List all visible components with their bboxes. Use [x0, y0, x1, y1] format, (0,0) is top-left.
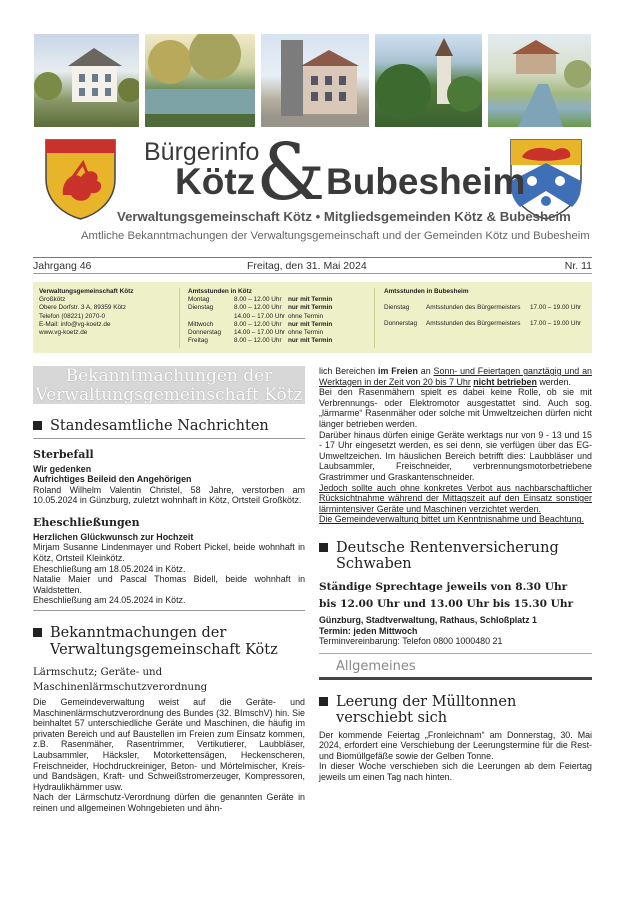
muell-heading: [319, 694, 592, 727]
laerm-heading-line: Lärmschutz; Geräte- und: [33, 667, 163, 679]
masthead-subtitle: Verwaltungsgemeinschaft Kötz • Mitgliedsgemeinden Kötz & Bubesheim: [117, 209, 571, 224]
rente-hours: Ständige Sprechtage jeweils von 8.30 Uhr: [319, 580, 568, 593]
hours-time: 14.00 – 17.00 Uhr: [234, 312, 286, 320]
masthead-bubesheim: Bubesheim: [326, 161, 526, 202]
info-divider: [179, 288, 180, 348]
issue-bar: [33, 257, 592, 273]
hours-row: [384, 320, 581, 328]
bullet-square-icon: [33, 628, 42, 637]
vg-section-heading-line: Bekanntmachungen der: [50, 625, 227, 642]
hours-what: Amtsstunden des Bürgermeisters: [426, 304, 521, 312]
rente-heading: [319, 540, 592, 573]
divider: [33, 438, 305, 439]
rente-heading-line: Schwaben: [336, 556, 412, 573]
hours-time: 17.00 – 19.00 Uhr: [530, 320, 582, 328]
masthead-tagline: Amtliche Bekanntmachungen der Verwaltungsgemeinschaft und der Gemeinden Kötz und Bubesheim: [81, 230, 590, 242]
laerm-paragraph: Die Gemeindeverwaltung bittet um Kenntnisnahme und Beachtung.: [319, 514, 584, 525]
bullet-square-icon: [33, 421, 42, 430]
laerm-paragraph: Die Gemeindeverwaltung weist auf die Geräte- und Maschinenlärmschutzverordnung des Bundes (32. BImschV) hin. Sie beinhaltet 57 unterschiedliche Geräte und Maschinen, die häufig im privaten Bereich und auf Baustellen im Freien zum Einsatz kommen, z.B. Rasenmäher, Rasentrimmer, Vertikutierer, Laubbläser, Laubsammler, Häcksler, Motorkettensägen, Heckenscheren, Freischneider, Hochdruckreiniger, Beton- und Mörtelmischer, Kreis- und Bandsägen, Kraft- und Schweißstromerzeuger, Kompressoren, Hydraulikhämmer usw.: [33, 697, 305, 792]
hours-day: Montag: [188, 296, 210, 304]
hours-day: Mittwoch: [188, 320, 214, 328]
sterbefall-heading: Sterbefall: [33, 447, 94, 461]
hours-row: [188, 337, 332, 345]
issue-date: Freitag, den 31. Mai 2024: [247, 260, 367, 272]
ehe-line: Herzlichen Glückwunsch zur Hochzeit: [33, 531, 194, 542]
hours-day: Donnerstag: [188, 329, 222, 337]
hours-bubesheim-heading: Amtsstunden in Bubesheim: [384, 288, 469, 295]
ehe-text: Eheschließung am 18.05.2024 in Kötz.: [33, 563, 186, 574]
allgemeines-banner: [319, 653, 592, 680]
ehe-text: Mirjam Susanne Lindenmayer und Robert Pickel, beide wohnhaft in Kötz, Ortsteil Kleinkötz.: [33, 542, 305, 564]
contact-line: Telefon (08221) 2070-0: [39, 312, 106, 320]
text-run: werden.: [536, 376, 571, 387]
hours-time: 8.00 – 12.00 Uhr: [234, 320, 282, 328]
office-info-box: [33, 282, 592, 353]
hours-day: Donnerstag: [384, 320, 418, 328]
contact-email[interactable]: E-Mail: info@vg-koetz.de: [39, 320, 111, 328]
ehe-text: Natalie Maier und Pascal Thomas Bidell, beide wohnhaft in Waldstetten.: [33, 574, 305, 595]
masthead-small-title: Bürgerinfo: [144, 138, 260, 166]
hours-time: 17.00 – 19.00 Uhr: [530, 304, 582, 312]
hours-day: Dienstag: [384, 304, 410, 312]
contact-line: Großkötz: [39, 296, 66, 304]
hours-bubesheim-block: [384, 288, 581, 329]
laerm-paragraph: Jedoch sollte auch ohne konkretes Verbot aus nachbarschaftlicher Rücksichtnahme während der Mittagszeit auf den Einsatz sonstiger lärmintensiver Geräte und Maschinen verzichtet werden.: [319, 482, 592, 514]
text-run-bold-underline: nicht betrieben: [473, 376, 537, 387]
hours-day: Freitag: [188, 337, 208, 345]
laerm-heading-line: Maschinenlärmschutzverordnung: [33, 682, 208, 694]
bullet-square-icon: [319, 697, 328, 706]
hours-time: 8.00 – 12.00 Uhr: [234, 337, 282, 345]
vg-section-heading-line: Verwaltungsgemeinschaft Kötz: [50, 641, 278, 658]
photo-strip: [34, 34, 591, 127]
divider: [33, 610, 305, 611]
hours-note: ohne Termin: [288, 329, 324, 337]
hours-time: 8.00 – 12.00 Uhr: [234, 296, 282, 304]
rente-phone: Terminvereinbarung: Telefon 0800 1000480 21: [319, 636, 503, 647]
text-run-bold: im Freien: [378, 366, 418, 376]
contact-website[interactable]: www.vg-koetz.de: [39, 329, 88, 337]
text-run: an: [417, 366, 434, 376]
rente-term: Termin: jeden Mittwoch: [319, 625, 418, 636]
issue-number: Nr. 11: [564, 260, 592, 272]
hours-row: [188, 296, 332, 304]
hours-note: ohne Termin: [288, 312, 324, 320]
rente-heading-line: Deutsche Rentenversicherung: [336, 539, 559, 556]
right-column: [319, 366, 592, 783]
photo-villa: [34, 34, 139, 127]
hours-row: [188, 321, 332, 329]
text-run: lich Bereichen: [319, 366, 379, 376]
hours-row: [384, 304, 581, 312]
muell-heading-line: verschiebt sich: [336, 710, 448, 727]
photo-pond: [145, 34, 255, 127]
hours-time: 14.00 – 17.00 Uhr: [234, 329, 286, 337]
vg-banner-line: Verwaltungsgemeinschaft Kötz: [35, 385, 303, 405]
vg-banner-line: Bekanntmachungen der: [65, 366, 273, 386]
hours-note: nur mit Termin: [288, 337, 333, 345]
laerm-heading: [33, 665, 305, 695]
sterbefall-text: Roland Wilhelm Valentin Christel, 58 Jahre, verstorben am 10.05.2024 in Günzburg, zuletzt wohnhaft in Kötz, Ortsteil Großkötz.: [33, 484, 305, 506]
left-column: [33, 366, 305, 814]
hours-note: nur mit Termin: [288, 304, 333, 312]
rente-hours: bis 12.00 Uhr und 13.00 Uhr bis 15.30 Uhr: [319, 597, 574, 610]
laerm-paragraph: Bei den Rasenmähern spielt es dabei keine Rolle, ob sie mit Verbrennungs- oder Elektromotor ausgestattet sind. Auch sog. „lärmarme“ Rasenmäher oder solche mit Umweltzeichen dürfen nicht länger betrieben werden.: [319, 387, 592, 429]
standesamt-heading: [33, 418, 305, 435]
issue-rule-top: [33, 257, 592, 258]
bullet-square-icon: [319, 543, 328, 552]
laerm-continued: [319, 366, 592, 387]
photo-church: [375, 34, 482, 127]
hours-koetz-block: [188, 288, 332, 345]
laerm-paragraph: Nach der Lärmschutz-Verordnung dürfen die genannten Geräte in reinen und allgemeinen Wohngebieten und ähn-: [33, 792, 305, 813]
hours-note: nur mit Termin: [288, 296, 333, 304]
hours-note: nur mit Termin: [288, 320, 333, 328]
masthead-koetz: Kötz: [175, 161, 256, 202]
hours-row: [188, 304, 332, 312]
hours-what: Amtsstunden des Bürgermeisters: [426, 320, 521, 328]
hours-day: Dienstag: [188, 304, 214, 312]
vg-section-heading: [33, 625, 305, 658]
masthead-ampersand: &: [256, 128, 326, 218]
ehe-heading: Eheschließungen: [33, 515, 140, 529]
sterbefall-line: Aufrichtiges Beileid den Angehörigen: [33, 474, 192, 485]
contact-heading: Verwaltungsgemeinschaft Kötz: [39, 288, 134, 295]
muell-paragraph: In dieser Woche verschieben sich die Leerungen ab dem Feiertag jeweils um einen Tag nach hinten.: [319, 761, 592, 783]
info-divider: [374, 288, 375, 348]
rente-address: Günzburg, Stadtverwaltung, Rathaus, Schloßplatz 1: [319, 614, 537, 625]
hours-row: [188, 329, 332, 337]
hours-koetz-heading: Amtsstunden in Kötz: [188, 288, 252, 295]
hours-row: [188, 313, 332, 321]
contact-block: [39, 288, 133, 337]
photo-town-hall: [261, 34, 369, 127]
photo-canal: [488, 34, 591, 127]
issue-volume: Jahrgang 46: [33, 260, 92, 272]
sterbefall-line: Wir gedenken: [33, 463, 92, 474]
koetz-coat-of-arms: [43, 137, 118, 221]
allgemeines-label: Allgemeines: [336, 658, 416, 674]
muell-paragraph: Der kommende Feiertag „Fronleichnam“ am Donnerstag, 30. Mai 2024, erfordert eine Verschiebung der Leerungstermine für die Rest- und Biomüllgefäße sowie der Gelben Tonne.: [319, 729, 592, 761]
issue-rule-bottom: [33, 273, 592, 274]
contact-line: Obere Dorfstr. 3 A, 89359 Kötz: [39, 304, 127, 312]
ehe-text: Eheschließung am 24.05.2024 in Kötz.: [33, 595, 186, 606]
standesamt-heading-text: Standesamtliche Nachrichten: [50, 418, 269, 434]
muell-heading-line: Leerung der Mülltonnen: [336, 693, 517, 710]
text-run-underline: Sonn- und Feiertagen ganztägig und an Werktagen in der Zeit von 20 bis 7 Uhr: [319, 366, 592, 387]
vg-banner: [33, 366, 305, 404]
hours-time: 8.00 – 12.00 Uhr: [234, 304, 282, 312]
laerm-paragraph: Darüber hinaus dürfen einige Geräte werktags nur von 9 - 13 und 15 - 17 Uhr eingesetzt werden, es sei denn, sie verfügen über das EG- Umweltzeichen. Im häuslichen Bereich betrifft dies: Laubbläser und Laubsammler, Freischneider, verbrennungsmotorbetriebene Grastrimmer und Graskantenschneider.: [319, 429, 592, 482]
